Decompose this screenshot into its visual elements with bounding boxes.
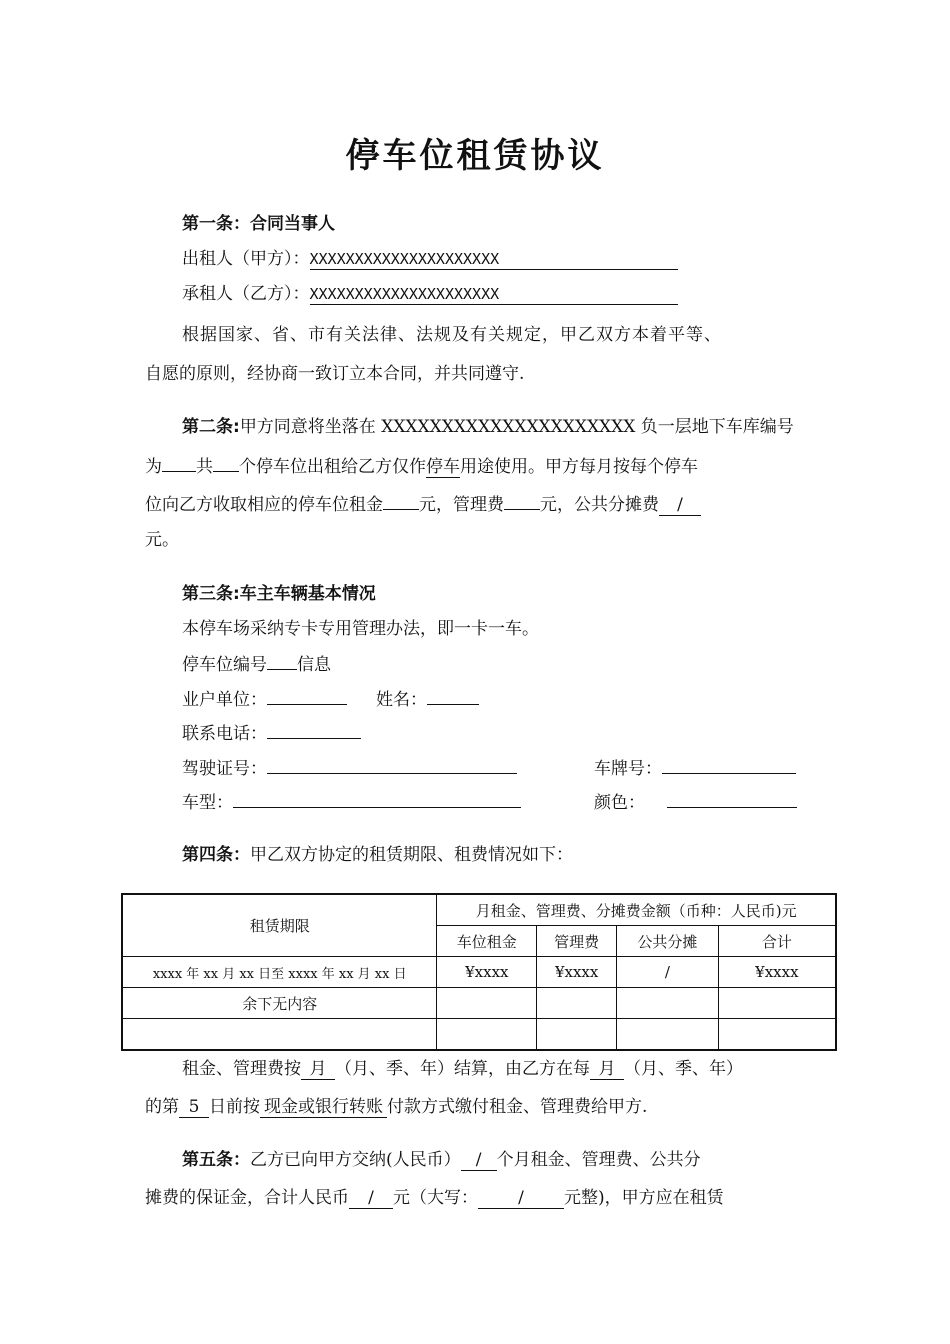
settlement-line-2 (145, 1095, 647, 1119)
plate-blank (662, 755, 796, 774)
empty-cell (537, 988, 617, 1019)
lessor-value: XXXXXXXXXXXXXXXXXXXXX (310, 249, 678, 270)
article-5-line-1 (182, 1148, 701, 1172)
intro-line-1: 根据国家、省、市有关法律、法规及有关规定，甲乙双方本着平等、 (182, 325, 722, 345)
text-segment: 元，公共分摊费 (540, 495, 659, 515)
article-2-line-2 (145, 453, 698, 479)
pay-method-value: 现金或银行转账 (260, 1097, 387, 1118)
lessor-line (182, 247, 678, 271)
name-label: 姓名： (376, 690, 427, 710)
space-number-blank (162, 453, 196, 472)
space-number-info (182, 651, 331, 677)
pay-day-value: 5 (179, 1097, 209, 1118)
empty-cell (617, 1019, 719, 1051)
space-number-blank (267, 651, 297, 670)
col-total-header: 合计 (718, 926, 836, 957)
empty-cell (617, 988, 719, 1019)
article-3-heading: 第三条:车主车辆基本情况 (182, 584, 376, 604)
article-4-text: 甲乙双方协定的租赁期限、租费情况如下： (250, 845, 573, 865)
text-segment: 元整)，甲方应在租赁 (564, 1188, 724, 1208)
color-label: 颜色： (594, 793, 645, 813)
empty-cell (718, 988, 836, 1019)
text-segment: 位向乙方收取相应的停车位租金 (145, 495, 383, 515)
article-2-text-1: 甲方同意将坐落在 XXXXXXXXXXXXXXXXXXXXX 负一层地下车库编号 (239, 417, 794, 437)
col-rent-header: 车位租金 (437, 926, 537, 957)
text-segment: 的第 (145, 1097, 179, 1117)
article-2-line-4: 元。 (145, 530, 179, 550)
rent-table (121, 893, 837, 1051)
text-segment: 个停车位出租给乙方仅作 (239, 457, 426, 477)
settlement-line-1 (182, 1057, 743, 1081)
text-segment: 摊费的保证金，合计人民币 (145, 1188, 349, 1208)
empty-cell (718, 1019, 836, 1051)
period-header: 租赁期限 (122, 894, 437, 957)
empty-cell (437, 988, 537, 1019)
license-blank (267, 755, 517, 774)
pay-cycle-value: 月 (590, 1059, 624, 1080)
table-row (122, 957, 836, 988)
row1-period: xxxx 年 xx 月 xx 日至 xxxx 年 xx 月 xx 日 (122, 957, 437, 988)
article-2-heading: 第二条: (182, 417, 240, 437)
use-value: 停车 (426, 457, 460, 477)
article-2-line-3 (145, 491, 701, 517)
table-row (122, 988, 836, 1019)
row1-rent: ¥xxxx (437, 957, 537, 988)
lessee-label: 承租人（乙方）： (182, 284, 310, 304)
intro-line-2: 自愿的原则，经协商一致订立本合同，并共同遵守. (145, 364, 525, 384)
mgmt-fee-blank (504, 491, 540, 510)
unit-field (182, 686, 347, 712)
article-2-line-1 (182, 415, 794, 439)
article-4-heading: 第四条： (182, 845, 250, 865)
text-segment: 共 (196, 457, 213, 477)
text-segment: 租金、管理费按 (182, 1059, 301, 1079)
text-segment: 信息 (297, 655, 331, 675)
row1-total: ¥xxxx (718, 957, 836, 988)
text-segment: 个月租金、管理费、公共分 (496, 1150, 701, 1170)
plate-field (594, 755, 796, 781)
table-row (122, 1019, 836, 1051)
phone-field (182, 720, 361, 746)
row2-period: 余下无内容 (122, 988, 437, 1019)
phone-label: 联系电话： (182, 724, 267, 744)
share-fee-value: / (659, 495, 701, 516)
amount-header: 月租金、管理费、分摊费金额（币种：人民币)元 (437, 894, 836, 926)
license-label: 驾驶证号： (182, 759, 267, 779)
text-segment: 元（大写： (393, 1188, 478, 1208)
model-field (182, 789, 521, 815)
text-segment: （月、季、年） (624, 1059, 743, 1079)
col-mgmt-header: 管理费 (537, 926, 617, 957)
article-3-line-1: 本停车场采纳专卡专用管理办法，即一卡一车。 (182, 619, 539, 639)
license-field (182, 755, 517, 781)
text-segment: 日前按 (209, 1097, 260, 1117)
lessee-line (182, 282, 678, 306)
unit-label: 业户单位： (182, 690, 267, 710)
lessee-value: XXXXXXXXXXXXXXXXXXXXX (310, 284, 678, 305)
name-field (376, 686, 479, 712)
col-share-header: 公共分摊 (617, 926, 719, 957)
text-segment: 乙方已向甲方交纳(人民币） (250, 1150, 461, 1170)
model-blank (233, 789, 521, 808)
lessor-label: 出租人（甲方）： (182, 249, 310, 269)
article-1-heading: 第一条：合同当事人 (182, 214, 335, 234)
deposit-months-value: / (461, 1150, 497, 1171)
plate-label: 车牌号： (594, 759, 662, 779)
empty-cell (437, 1019, 537, 1051)
color-field (594, 789, 797, 815)
row1-share: / (617, 957, 719, 988)
document-title: 停车位租赁协议 (345, 136, 605, 176)
space-count-blank (213, 453, 239, 472)
text-segment: 元，管理费 (419, 495, 504, 515)
empty-cell (122, 1019, 437, 1051)
article-5-line-2 (145, 1186, 724, 1210)
text-segment: 为 (145, 457, 162, 477)
model-label: 车型： (182, 793, 233, 813)
text-segment: 付款方式缴付租金、管理费给甲方. (387, 1097, 648, 1117)
color-blank (667, 789, 797, 808)
deposit-upper-value: / (478, 1188, 564, 1209)
text-segment: 停车位编号 (182, 655, 267, 675)
unit-blank (267, 686, 347, 705)
phone-blank (267, 720, 361, 739)
article-4-line (182, 843, 573, 867)
empty-cell (537, 1019, 617, 1051)
rent-blank (383, 491, 419, 510)
deposit-amount-value: / (349, 1188, 393, 1209)
row1-mgmt: ¥xxxx (537, 957, 617, 988)
settle-cycle-value: 月 (301, 1059, 335, 1080)
text-segment: （月、季、年）结算，由乙方在每 (335, 1059, 590, 1079)
name-blank (427, 686, 479, 705)
text-segment: 用途使用。甲方每月按每个停车 (460, 457, 698, 477)
article-5-heading: 第五条： (182, 1150, 250, 1170)
